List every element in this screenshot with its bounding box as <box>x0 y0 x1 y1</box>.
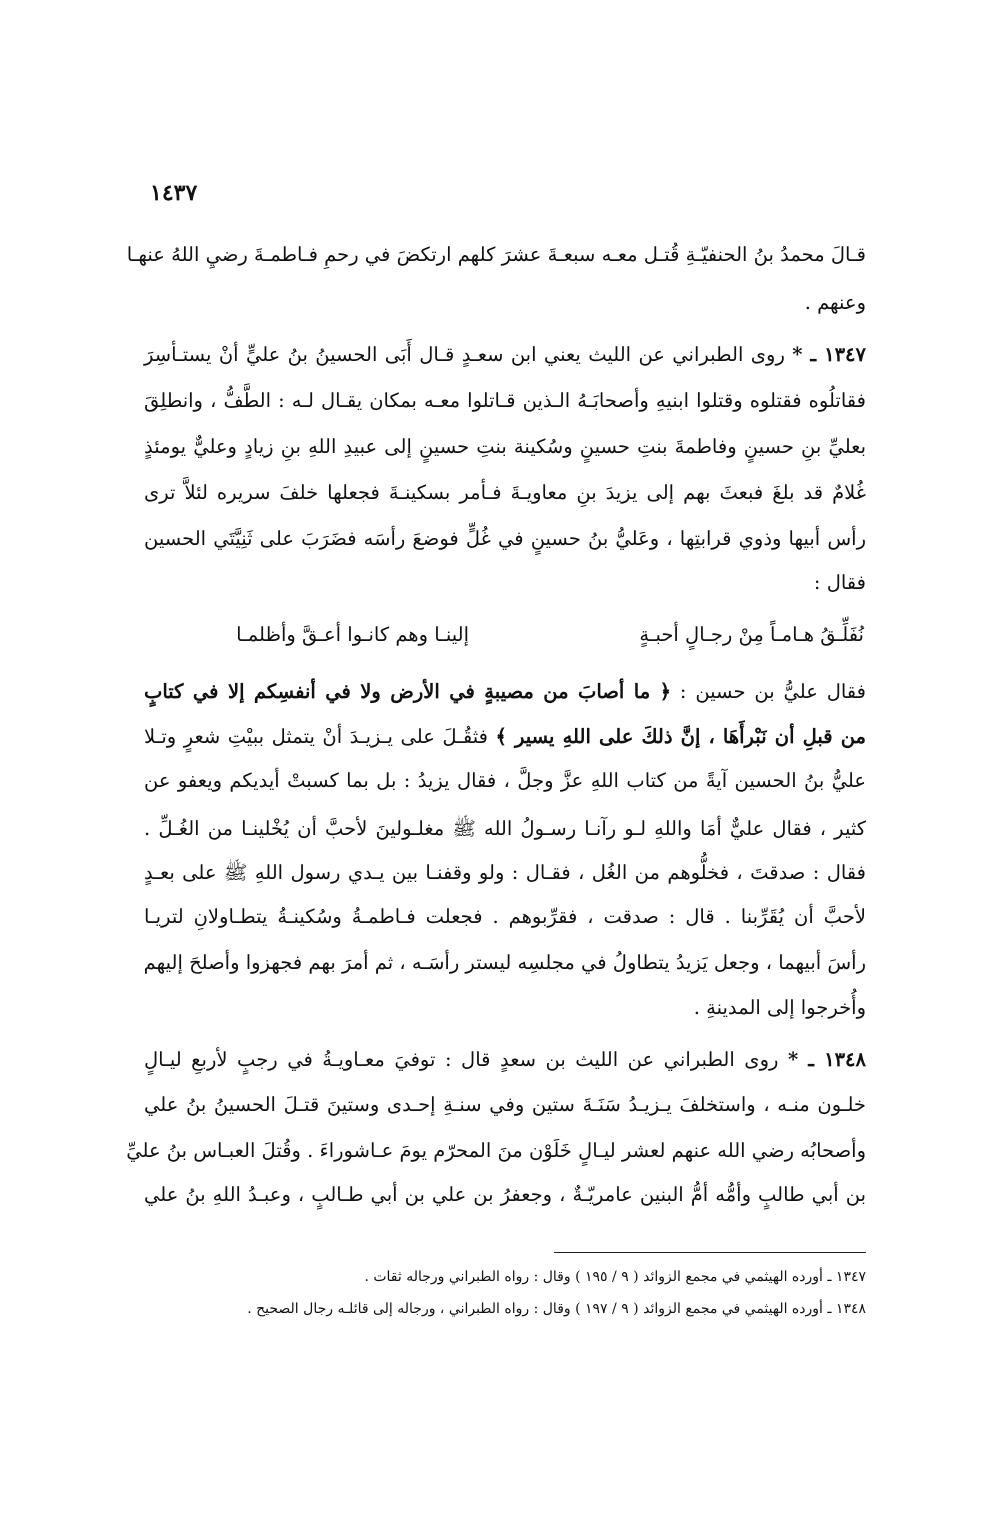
line-text: وأصحابُه رضي الله عنهم لعشر ليـالٍ خَلَوْن منَ المحرّم يومَ عـاشوراءَ . وقُتلَ العبـاس بنُ عليِّ <box>126 1139 866 1162</box>
line-text: رأس أبيها وذوي قرابتِها ، وعَليُّ بنُ حسينٍ في غُلٍّ فوضعَ رأسَه فضَرَبَ على ثَنِيَّتَي الحسين <box>144 527 866 550</box>
line-text: فثقُـلَ على يـزيـدَ أنْ يتمثل ببيْتِ شعرٍ وتـلا <box>144 725 496 748</box>
verse-second-hemistich: إلينـا وهم كانـوا أعـقَّ وأظلمـا <box>236 623 469 646</box>
text-line <box>144 993 866 1023</box>
text-line <box>144 524 866 554</box>
hadith-number: ١٣٤٧ ـ * <box>792 343 866 366</box>
verse-first-hemistich: نُفَلِّـقُ هـامـاً مِنْ رجـالٍ أحبـةٍ <box>639 623 864 646</box>
text-line <box>144 1090 866 1120</box>
footnote-1348: ١٣٤٨ ـ أورده الهيثمي في مجمع الزوائد ( ٩ / ١٩٧ ) وقال : رواه الطبراني ، ورجاله إلى قائلـه رجال الصحيح . <box>247 1301 866 1317</box>
text-line <box>144 432 866 462</box>
line-text: غُلامٌ قد بلغَ فبعثَ بهم إلى يزيدَ بنِ معاويـةَ فـأمر بسكينـةَ فجعلها خلفَ سريره لئلاَّ ترى <box>144 481 866 504</box>
line-text: روى الطبراني عن الليث يعني ابن سعـدٍ قـال أَبَى الحسينُ بنُ عليٍّ أنْ يستـأسِرَ <box>144 343 793 366</box>
line-text: بن أبي طالبٍ وأمُّه أمُّ البنين عامريّـةٌ ، وجعفرُ بن علي بن أبي طـالبٍ ، وعبـدُ اللهِ بنُ علي <box>144 1183 866 1206</box>
line-text: روى الطبراني عن الليث بن سعدٍ قال : توفيَ معـاويـةُ في رجبٍ لأربعِ ليـالٍ <box>144 1048 788 1071</box>
text-line <box>144 340 866 370</box>
page-number: ١٤٣٧ <box>150 180 198 206</box>
text-line <box>144 722 866 752</box>
quran-quote: ﴿ ما أصابَ من مصيبةٍ في الأرض ولا في أنفسِكم إلا في كتابٍ <box>144 680 672 703</box>
line-text: فقال عليُّ بن حسين : <box>671 680 866 703</box>
text-line <box>144 288 866 318</box>
text-line <box>144 568 866 598</box>
text-line <box>126 1136 866 1166</box>
text-line <box>126 240 866 270</box>
hadith-number: ١٣٤٨ ـ * <box>787 1048 866 1071</box>
line-text: قـالَ محمدُ بنُ الحنفيّـةِ قُتـل معـه سبعـةَ عشرَ كلهم ارتكضَ في رحمِ فـاطمـةَ رضيِ اللهُ عنهـا <box>126 243 866 266</box>
line-text: كثير ، فقال عليٌّ أمَا واللهِ لـو رآنـا رسـولُ الله ﷺ مغلـولينَ لأحبَّ أن يُخْلينـا من الغُـلِّ . <box>144 817 866 840</box>
line-text: وأُخرجوا إلى المدينةِ . <box>693 996 866 1019</box>
text-line <box>144 902 866 932</box>
line-text: فقاتلُوه فقتلوه وقتلوا ابنيهِ وأصحابَـهُ الـذين قـاتلوا معـه بمكان يقـال لـه : الطَّفُّ ، وانطلِقَ <box>144 389 866 412</box>
line-text: بعليِّ بنِ حسينٍ وفاطمةَ بنتِ حسينٍ وسُكينة بنتِ حسينٍ إلى عبيدِ اللهِ بنِ زيادٍ وعليٌّ يومئذٍ <box>144 435 866 458</box>
quran-quote: من قبلِ أن نَبْرأَهَا ، إنَّ ذلكَ على اللهِ يسير ﴾ <box>495 725 866 748</box>
text-line <box>144 948 866 978</box>
line-text: عليُّ بنُ الحسين آيةً من كتاب اللهِ عزَّ وجلَّ ، فقال يزيدُ : بل بما كسبتْ أيديكم ويعفو عن <box>144 769 866 792</box>
footnote-separator <box>554 1252 866 1253</box>
line-text: فقال : <box>813 571 866 594</box>
text-line <box>144 677 866 707</box>
text-line <box>144 766 866 796</box>
line-text: لأحبَّ أن يُقَرِّبنا . قال : صدقت ، فقرِّبوهم . فجعلت فـاطمـةُ وسُكينـةُ يتطـاولانِ لتريـا <box>144 905 866 928</box>
line-text: فقال : صدقتَ ، فخلُّوهم من الغُل ، فقـال : ولو وقفنـا بين يـدي رسول اللهِ ﷺ على بعـدٍ <box>144 861 866 884</box>
text-line <box>144 814 866 844</box>
line-text: رأسَ أبيهما ، وجعل يَزيدُ يتطاولُ في مجلسِه ليستر رأسَـه ، ثم أمرَ بهم فجهزوا وأصلحَ إليهم <box>143 951 866 974</box>
text-line <box>144 386 866 416</box>
text-line <box>144 478 866 508</box>
line-text: خلـون منـه ، واستخلفَ يـزيـدُ سَنَـةَ ستين وفي سنـةِ إحـدى وستينَ قتـلَ الحسينُ بنُ علي <box>144 1093 866 1116</box>
text-line <box>144 1180 866 1210</box>
text-line <box>144 1045 866 1075</box>
footnote-1347: ١٣٤٧ ـ أورده الهيثمي في مجمع الزوائد ( ٩ / ١٩٥ ) وقال : رواه الطبراني ورجاله ثقات . <box>364 1269 866 1285</box>
line-text: وعنهم . <box>804 291 866 314</box>
text-line <box>144 858 866 888</box>
